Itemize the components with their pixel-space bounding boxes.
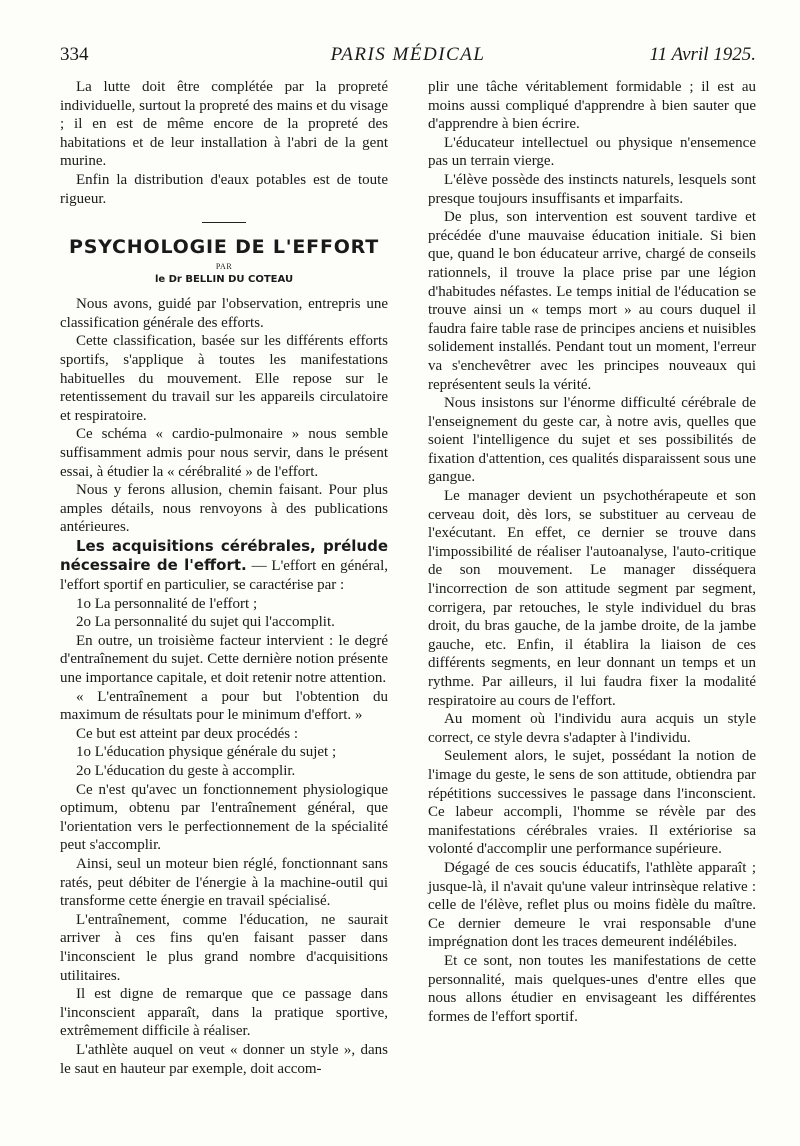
list-item: 2o L'éducation du geste à accomplir. (76, 763, 296, 779)
paragraph: Et ce sont, non toutes les manifestations de cette personnalité, mais quelques-unes d'entre elles que nous allons étudier en envisageant les différentes formes de l'effort sportif. (428, 952, 756, 1025)
paragraph: Seulement alors, le sujet, possédant la notion de l'image du geste, le sens de son attitude, obtiendra par répétitions successives le passage dans l'inconscient. Ce labeur accompli, l'homme se révèle par des manifestations cérébrales vraies. Il extériorise sa volonté d'accomplir une performance supérieure. (428, 748, 756, 858)
list-item: 2o La personnalité du sujet qui l'accomplit. (76, 614, 335, 631)
paragraph: Nous insistons sur l'énorme difficulté cérébrale de l'enseignement du geste car, à notre avis, quelles que soient l'intelligence du sujet et ses possibilités de fixation d'attention, ces qualités disparaissent sous une gangue. (428, 395, 756, 486)
paragraph: De plus, son intervention est souvent tardive et précédée d'une mauvaise éducation initiale. Si bien que, quand le bon éducateur arrive, chargé de conseils rationnels, il trouve la place prise par une légion d'habitudes néfastes. Le temps initial de l'éducation se trouve ainsi un « temps mort » au cours duquel il faudra faire table rase de principes anciens et nuisibles solidement installés. Pendant tout un moment, l'erreur va s'enchevêtrer avec les principes nouveaux qui représentent seuls la vérité. (428, 209, 756, 393)
paragraph: Le manager devient un psychothérapeute et son cerveau doit, dès lors, se substituer au cerveau de l'exécutant. En effet, ce dernier se trouve dans l'impossibilité de réaliser l'autoanalyse, l'auto-critique de son mouvement. Le manager disséquera l'incorrection de son attitude segment par segment, corrigera, par retouches, le style individuel du bras droit, du bras gauche, de la jambe droite, de la jambe gauche, etc. Enfin, il établira la liaison de ces différents segments, en leur donnant un temps et un rythme. Par ailleurs, il lui faudra fixer la modalité respiratoire au cours de l'effort. (428, 488, 756, 709)
paragraph: En outre, un troisième facteur intervient : le degré d'entraînement du sujet. Cette dernière notion présente une importance capitale, et doit retenir notre attention. (60, 632, 388, 687)
subsection-heading: Les acquisitions cérébrales, prélude nécessaire de l'effort. (60, 536, 388, 575)
paragraph: Ce n'est qu'avec un fonctionnement physiologique optimum, obtenu par l'entraînement général, que l'orientation vers le perfectionnement de la spécialité peut s'accomplir. (60, 781, 388, 854)
paragraph: Nous y ferons allusion, chemin faisant. Pour plus amples détails, nous renvoyons à des publications antérieures. (60, 482, 388, 536)
running-head (60, 44, 756, 78)
section-divider (202, 222, 246, 223)
text-columns (60, 78, 756, 1078)
list-item: 1o L'éducation physique générale du sujet ; (76, 744, 337, 761)
paragraph: Ainsi, seul un moteur bien réglé, fonctionnant sans ratés, peut débiter de l'énergie à la machine-outil qui transforme cette énergie en travail spécialisé. (60, 855, 388, 910)
byline-par: PAR (215, 262, 233, 272)
paragraph: Dégagé de ces soucis éducatifs, l'athlète apparaît ; jusque-là, il n'avait qu'une valeur intrinsèque relative : celle de l'élève, reflet plus ou moins fidèle du maître. Ce dernier demeure le vrai responsable d'une imprégnation dont les traces demeurent indélébiles. (428, 859, 756, 951)
quote-paragraph: « L'entraînement a pour but l'obtention du maximum de résultats pour le minimum d'effort. » (60, 688, 388, 724)
paragraph: Enfin la distribution d'eaux potables est de toute rigueur. (60, 171, 388, 207)
subsection-paragraph (60, 537, 388, 595)
article-title: PSYCHOLOGIE DE L'EFFORT (68, 236, 380, 259)
paragraph: Ce schéma « cardio-pulmonaire » nous semble suffisamment admis pour nous servir, dans le présent essai, à étudier la « cérébralité » de l'effort. (60, 426, 388, 480)
paragraph: L'entraînement, comme l'éducation, ne saurait arriver à ces fins qu'en faisant passer dans l'inconscient le plus grand nombre d'acquisitions utilitaires. (60, 911, 388, 984)
journal-title: PARIS MÉDICAL (330, 44, 486, 65)
byline-author: le Dr BELLIN DU COTEAU (154, 274, 294, 286)
paragraph: Nous avons, guidé par l'observation, entrepris une classification générale des efforts. (60, 296, 388, 331)
paragraph-continued: plir une tâche véritablement formidable ; il est au moins aussi compliqué d'apprendre à bien sauter que d'apprendre à bien écrire. (428, 79, 756, 133)
paragraph: Cette classification, basée sur les différents efforts sportifs, s'applique à toutes les manifestations habituelles du mouvement. Elle repose sur le retentissement du travail sur les appareils circulatoire et respiratoire. (60, 333, 388, 424)
paragraph: L'éducateur intellectuel ou physique n'ensemence pas un terrain vierge. (428, 134, 756, 170)
page-number: 334 (60, 44, 89, 65)
issue-date: 11 Avril 1925. (649, 44, 756, 65)
paragraph: L'élève possède des instincts naturels, lesquels sont presque toujours insuffisants et imparfaits. (428, 171, 756, 207)
paragraph: Ce but est atteint par deux procédés : (76, 725, 299, 742)
paragraph: La lutte doit être complétée par la propreté individuelle, surtout la propreté des mains et du visage ; il en est de même encore de la propreté des habitations et de leur installation à l'abri de la gent murine. (60, 79, 388, 170)
subsection-text: — L'effort en général, l'effort sportif en particulier, se caractérise par : (60, 558, 389, 594)
list-item: 1o La personnalité de l'effort ; (76, 595, 258, 612)
right-column (428, 78, 756, 1078)
paragraph: L'athlète auquel on veut « donner un style », dans le saut en hauteur par exemple, doit accom- (60, 1041, 388, 1077)
paragraph: Il est digne de remarque que ce passage dans l'inconscient apparaît, dans la pratique sportive, extrêmement difficile à réaliser. (60, 986, 388, 1040)
paragraph: Au moment où l'individu aura acquis un style correct, ce style devra s'adapter à l'individu. (428, 711, 756, 746)
left-column (60, 78, 388, 1078)
